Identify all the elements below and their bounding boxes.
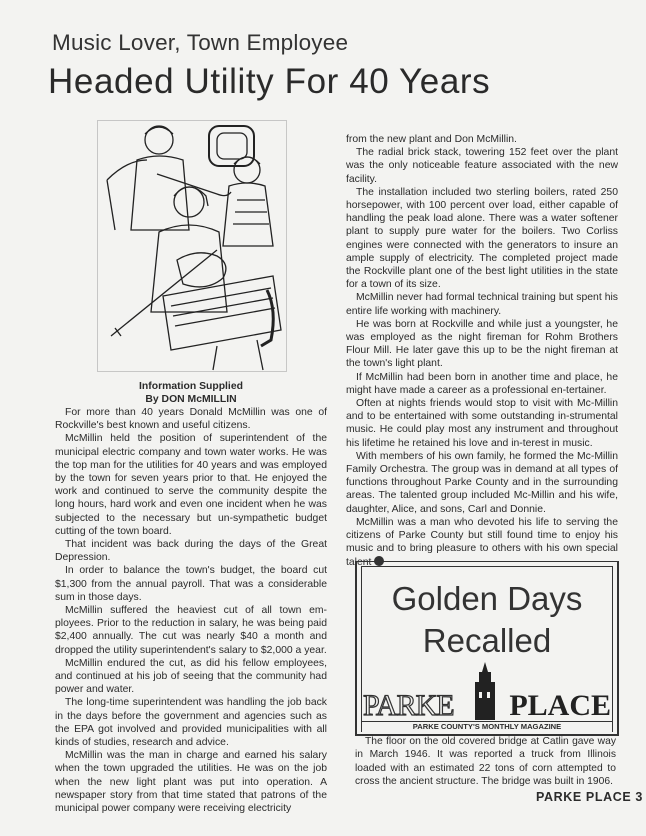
paragraph: With members of his own family, he formed the Mc-Millin Family Orchestra. The group was in demand at all types of functions throughout Parke County and in the surrounding areas. The talented group included Mc-Millin and his wife, daughter, Alice, and sons, Carl and Donnie. <box>346 450 618 515</box>
parke-place-logo <box>361 689 613 722</box>
article-column-right <box>346 133 618 569</box>
paragraph: He was born at Rockville and while just a youngster, he was employed as the night fireman for Rohm Brothers Flour Mill. He later gave this up to be the night fireman at the town's light plant. <box>346 318 618 370</box>
logo-parke: PARKE <box>363 689 454 722</box>
paragraph: In order to balance the town's budget, the board cut $1,300 from the annual payroll. That was a considerable sum in those days. <box>55 565 327 603</box>
magazine-tagline: PARKE COUNTY'S MONTHLY MAGAZINE <box>361 721 613 732</box>
paragraph: If McMillin had been born in another time and place, he might have made a career as a professional en-tertainer. <box>346 371 618 396</box>
paragraph: McMillin held the position of superintendent of the municipal electric company and town water works. He was the top man for the utilities for 40 years and was employed by the town for seven years prior to that. He enjoyed the work and continued to serve the community despite the long hours, hard work and even one incident when he was subjected to the necessary but un-sympathetic budget cutting of the town board. <box>55 433 327 537</box>
byline: By DON McMILLIN <box>145 393 237 405</box>
article-headline: Headed Utility For 40 Years <box>48 62 491 101</box>
credit-line: Information Supplied <box>139 381 243 392</box>
paragraph: McMillin endured the cut, as did his fellow employees, and continued at his job of seeing that the community had power and water. <box>55 657 327 696</box>
paragraph-continuation: from the new plant and Don McMillin. <box>346 134 517 145</box>
feature-caption <box>355 735 616 789</box>
paragraph: McMillin suffered the heaviest cut of all town em-ployees. Prior to the reduction in salary, he was being paid $2,400 annually. The cut was nearly $40 a month and dropped the utility superintendent's salary to $2,000 a year. <box>55 605 327 656</box>
paragraph: For more than 40 years Donald McMillin was one of Rockville's best known and useful citizens. <box>55 407 327 432</box>
musicians-illustration <box>97 120 287 372</box>
golden-days-feature-box <box>355 561 619 736</box>
paragraph: McMillin never had formal technical training but spent his entire life working with machinery. <box>346 292 618 317</box>
feature-title-line1: Golden Days <box>391 580 583 617</box>
paragraph: The radial brick stack, towering 152 feet over the plant was the only noticeable feature associated with the new facility. <box>346 147 618 185</box>
page-folio: PARKE PLACE 3 <box>536 790 643 804</box>
feature-title-line2: Recalled <box>422 622 552 659</box>
article-column-left <box>55 381 327 815</box>
paragraph: McMillin was the man in charge and earned his salary when the town upgraded the utilities. He was on the job when the new light plant was put into operation. A newspaper story from that time stated that patrons of the municipal power company were receiving electricity <box>55 750 327 815</box>
paragraph: The installation included two sterling boilers, rated 250 horsepower, with 100 percent over load, either capable of handling the peak load alone. There was a water softener plant to supply pure water for the boilers. Two Corliss engines were connected with the generators to insure an ample supply of electricity. The completed project made the Rockville plant one of the best light utilities in the state for a town of its size. <box>346 186 618 291</box>
paragraph: Often at nights friends would stop to visit with Mc-Millin and to be entertained with some outstanding in-strumental music. He could play most any instrument and throughout his lifetime he retained his love and in-terest in music. <box>346 398 618 449</box>
paragraph: The long-time superintendent was handling the job back in the days before the government and agencies such as the EPA got involved and provided municipalities with all kinds of studies, research and advice. <box>55 697 327 749</box>
paragraph: That incident was back during the days of the Great Depression. <box>55 539 327 564</box>
logo-place: PLACE <box>509 689 611 722</box>
article-kicker: Music Lover, Town Employee <box>52 30 349 55</box>
final-text: McMillin was a man who devoted his life to serving the citizens of Parke County but still found time to enjoy his music and to bring pleasure to others with his own special talent <box>346 516 618 568</box>
caption-text: The floor on the old covered bridge at Catlin gave way in March 1946. It was reported a truck from Illinois loaded with an estimated 22 tons of corn attempted to cross the ancient structure. The bridge was built in 1906. <box>355 736 616 788</box>
